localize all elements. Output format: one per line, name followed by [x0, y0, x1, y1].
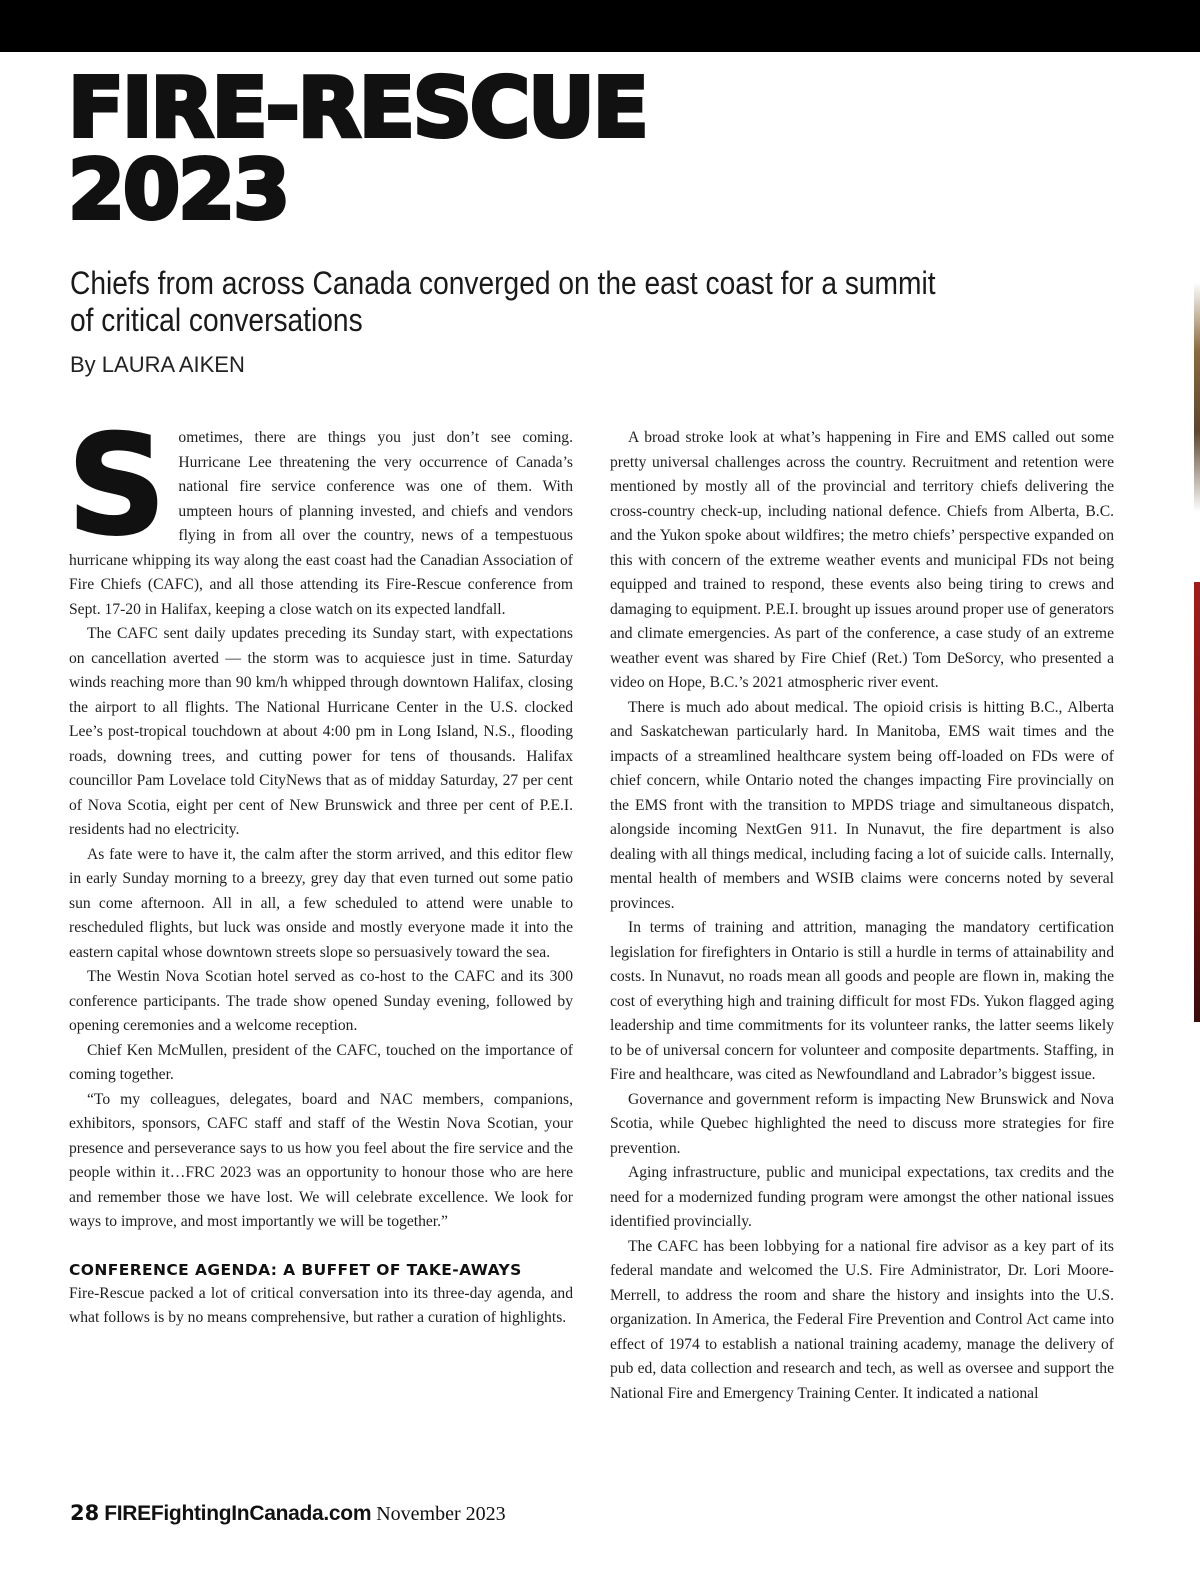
body-paragraph: The CAFC sent daily updates preceding its Sunday start, with expectations on cancellation averted — the storm was to acquiesce just in time. Saturday winds reaching more than 90 km/h whipped through downtown Halifax, closing the airport to all flights. The National Hurricane Center in the U.S. clocked Lee’s post-tropical touchdown at about 4:00 pm in Long Island, N.S., flooding roads, downing trees, and cutting power for tens of thousands. Halifax councillor Pam Lovelace told CityNews that as of midday Saturday, 27 per cent of Nova Scotia, eight per cent of New Brunswick and three per cent of P.E.I. residents had no electricity. [69, 625, 573, 838]
body-paragraph: Governance and government reform is impacting New Brunswick and Nova Scotia, while Quebec highlighted the need to discuss more strategies for fire prevention. [610, 1090, 1114, 1157]
byline: By LAURA AIKEN [70, 352, 245, 377]
issue-date: November 2023 [376, 1503, 506, 1525]
section-subhead: CONFERENCE AGENDA: A BUFFET OF TAKE-AWAYS [69, 1260, 522, 1279]
drop-cap: S [67, 405, 167, 566]
body-paragraph: Fire-Rescue packed a lot of critical conversation into its three-day agenda, and what follows is by no means comprehensive, but rather a curation of highlights. [69, 1284, 573, 1326]
body-paragraph: “To my colleagues, delegates, board and NAC members, companions, exhibitors, sponsors, CAFC staff and staff of the Westin Nova Scotian, your presence and perseverance says to us how you feel about the fire service and the people within it…FRC 2023 was an opportunity to honour those who are here and remember those we have lost. We will celebrate excellence. We look for ways to improve, and most importantly we will be together.” [69, 1090, 573, 1230]
body-paragraph: Aging infrastructure, public and municipal expectations, tax credits and the need for a modernized funding program were amongst the other national issues identified provincially. [610, 1164, 1114, 1230]
facing-page-edge-photo [1194, 282, 1200, 512]
article-column-left [67, 405, 573, 1331]
page-footer [70, 1498, 506, 1529]
article-title-line2: 2023 [68, 143, 289, 238]
article-deck: Chiefs from across Canada converged on the east coast for a summit of critical conversations [70, 265, 936, 338]
top-black-bar [0, 0, 1200, 52]
body-paragraph: The CAFC has been lobbying for a national fire advisor as a key part of its federal mandate and welcomed the U.S. Fire Administrator, Dr. Lori Moore-Merrell, to address the room and share the history and insights into the U.S. organization. In America, the Federal Fire Prevention and Control Act came into effect of 1974 to establish a national training academy, manage the delivery of pub ed, data collection and research and tech, as well as oversee and support the National Fire and Emergency Training Center. It indicated a national [610, 1237, 1114, 1402]
article-column-right [610, 426, 1114, 1406]
facing-page-edge [1194, 52, 1200, 1573]
facing-page-edge-red [1194, 582, 1200, 1022]
article-title-line1: FIRE-RESCUE [68, 61, 647, 156]
footer-site-name: FIREFightingInCanada.com [104, 1502, 372, 1525]
body-paragraph: In terms of training and attrition, managing the mandatory certification legislation for firefighters in Ontario is still a hurdle in terms of attainability and costs. In Nunavut, no roads mean all goods and people are flown in, making the cost of everything high and training difficult for most FDs. Yukon flagged aging leadership and time commitments for its volunteer ranks, the latter seems likely to be of universal concern for volunteer and composite departments. Staffing, in Fire and healthcare, was cited as Newfoundland and Labrador’s biggest issue. [610, 919, 1114, 1083]
body-paragraph: As fate were to have it, the calm after the storm arrived, and this editor flew in early Sunday morning to a breezy, grey day that even turned out some patio sun come afternoon. All in all, a few scheduled to attend were unable to rescheduled flights, but luck was onside and mostly everyone made it into the eastern capital whose downtown streets slope so persuasively toward the sea. [69, 845, 573, 961]
article-title [68, 61, 647, 238]
body-paragraph: A broad stroke look at what’s happening in Fire and EMS called out some pretty universal challenges across the country. Recruitment and retention were mentioned by mostly all of the provincial and territory chiefs delivering the cross-country check-up, including national defence. Chiefs from Alberta, B.C. and the Yukon spoke about wildfires; the metro chiefs’ perspective expanded on this with concern of the extreme weather events and municipal FDs not being equipped and trained to respond, these events also being tiring to crews and damaging to equipment. P.E.I. brought up issues around proper use of generators and climate emergencies. As part of the conference, a case study of an extreme weather event was shared by Fire Chief (Ret.) Tom DeSorcy, who presented a video on Hope, B.C.’s 2021 atmospheric river event. [610, 429, 1114, 691]
body-paragraph: The Westin Nova Scotian hotel served as co-host to the CAFC and its 300 conference participants. The trade show opened Sunday evening, followed by opening ceremonies and a welcome reception. [69, 968, 573, 1034]
page-number: 28 [70, 1501, 100, 1525]
body-paragraph: There is much ado about medical. The opioid crisis is hitting B.C., Alberta and Saskatchewan particularly hard. In Manitoba, EMS wait times and the impacts of a streamlined healthcare system being off-loaded on FDs were of chief concern, while Ontario noted the changes impacting Fire provincially on the EMS front with the transition to MPDS triage and simultaneous dispatch, alongside incoming NextGen 911. In Nunavut, the fire department is also dealing with all things medical, including facing a lot of suicide calls. Internally, mental health of members and WSIB claims were concerns noted by several provinces. [610, 698, 1114, 912]
body-paragraph: ometimes, there are things you just don’t see coming. Hurricane Lee threatening the very occurrence of Canada’s national fire service conference was one of them. With umpteen hours of planning invested, and chiefs and vendors flying in from all over the country, news of a tempestuous hurricane whipping its way along the east coast had the Canadian Association of Fire Chiefs (CAFC), and all those attending its Fire-Rescue conference from Sept. 17-20 in Halifax, keeping a close watch on its expected landfall. [69, 429, 573, 618]
body-paragraph: Chief Ken McMullen, president of the CAFC, touched on the importance of coming together. [69, 1041, 573, 1083]
